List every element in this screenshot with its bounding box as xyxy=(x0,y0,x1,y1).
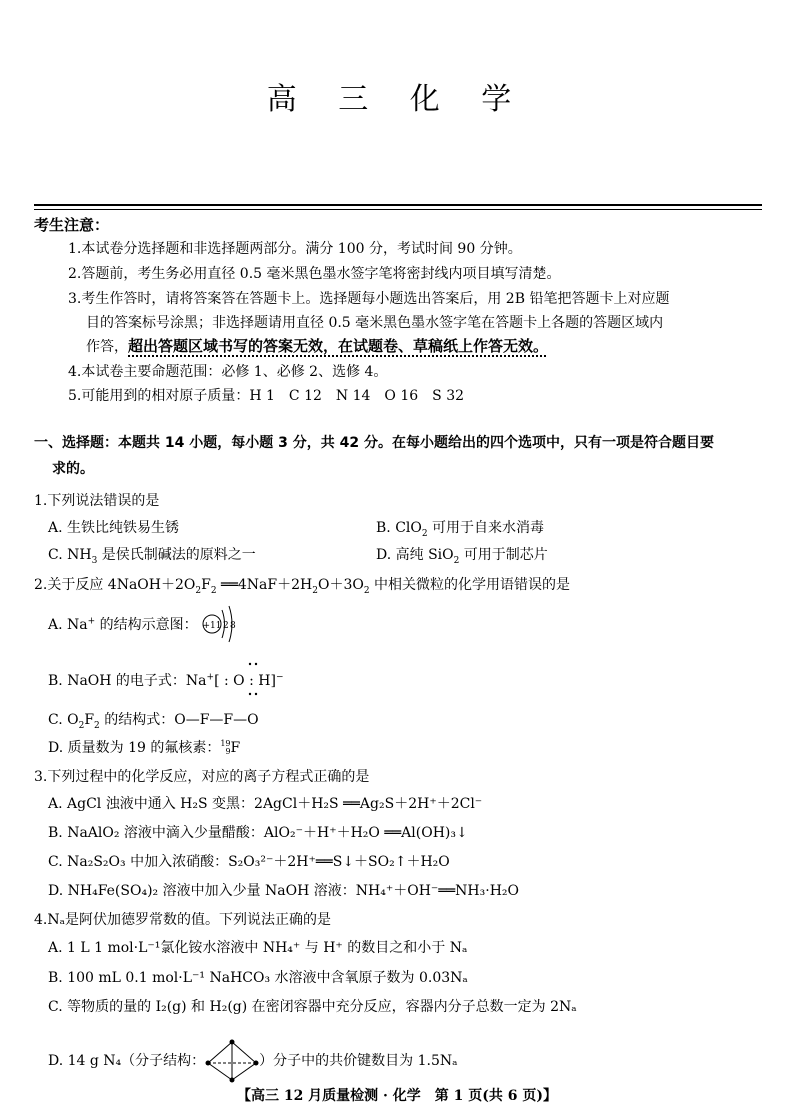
q2-a-sup: + xyxy=(87,616,96,627)
shell-1-electrons: 2 xyxy=(223,621,229,631)
q2-option-c xyxy=(48,709,259,729)
q2-option-a xyxy=(48,614,198,634)
q2-stem-mid2: ══4NaF＋2H xyxy=(216,577,313,593)
q1-b-sub: 2 xyxy=(421,528,428,539)
q2-b-sup: + xyxy=(206,672,215,683)
header-rule-thin xyxy=(34,209,762,210)
page-title: 高 三 化 学 xyxy=(266,82,528,117)
q3-stem: 3.下列过程中的化学反应，对应的离子方程式正确的是 xyxy=(34,769,370,785)
q3-option-c: C. Na₂S₂O₃ 中加入浓硝酸：S₂O₃²⁻＋2H⁺══S↓＋SO₂↑＋H₂O xyxy=(48,854,450,870)
q3-option-d: D. NH₄Fe(SO₄)₂ 溶液中加入少量 NaOH 溶液：NH₄⁺＋OH⁻══NH₃·H₂O xyxy=(48,883,519,899)
nuclide-mass: 19 xyxy=(220,739,231,748)
q1-b-post: 可用于自来水消毒 xyxy=(427,520,545,536)
q3-option-a: A. AgCl 浊液中通入 H₂S 变黑：2AgCl＋H₂S ══Ag₂S＋2H⁺＋2Cl⁻ xyxy=(48,796,483,812)
q2-stem-pre: 2.关于反应 4NaOH＋2O xyxy=(34,577,196,593)
notice-emphasis: 超出答题区域书写的答案无效，在试题卷、草稿纸上作答无效。 xyxy=(128,337,549,355)
notice-item-1: 1.本试卷分选择题和非选择题两部分。满分 100 分，考试时间 90 分钟。 xyxy=(68,241,522,257)
sodium-ion-structure-diagram xyxy=(201,602,237,646)
q4-option-c: C. 等物质的量的 I₂(g) 和 H₂(g) 在密闭容器中充分反应，容器内分子总数一定为 2Nₐ xyxy=(48,999,577,1015)
q1-d-pre: D. 高纯 SiO xyxy=(376,547,454,563)
q1-d-post: 可用于制芯片 xyxy=(459,547,548,563)
q2-stem-post: 中相关微粒的化学用语错误的是 xyxy=(369,577,571,593)
q2-b-sup2: − xyxy=(275,672,284,683)
q2-stem xyxy=(34,574,570,594)
page-footer: 【高三 12 月质量检测 · 化学 第 1 页(共 6 页)】 xyxy=(236,1088,558,1104)
q2-a-pre: A. Na xyxy=(48,617,88,633)
q2-c-sub2: 2 xyxy=(94,720,100,731)
q2-stem-sub4: 2 xyxy=(363,585,370,596)
lone-pair-dots xyxy=(245,660,261,700)
q3-option-b: B. NaAlO₂ 溶液中滴入少量醋酸：AlO₂⁻＋H⁺＋H₂O ══Al(OH)₃↓ xyxy=(48,825,468,841)
q2-stem-sub1: 2 xyxy=(195,585,202,596)
q2-stem-mid1: F xyxy=(201,577,211,593)
q2-c-post: 的结构式：O—F—F—O xyxy=(99,712,259,728)
notice-heading: 考生注意： xyxy=(34,216,110,234)
notice-item-3-end-plain: 作答， xyxy=(86,339,128,355)
q1-c-post: 是侯氏制碱法的原料之一 xyxy=(97,547,256,563)
q1-c-sub: 3 xyxy=(91,555,98,566)
q1-c-pre: C. NH xyxy=(48,547,92,563)
q2-option-d xyxy=(48,737,240,757)
q2-stem-mid3: O＋3O xyxy=(317,577,364,593)
notice-item-3-end xyxy=(86,335,548,356)
section-heading-cont: 求的。 xyxy=(52,461,94,477)
q1-b-pre: B. ClO xyxy=(376,520,422,536)
nucleus-label: +11 xyxy=(202,621,222,631)
q2-c-sub1: 2 xyxy=(78,720,85,731)
nuclide-element: F xyxy=(230,740,241,756)
notice-item-2: 2.答题前，考生务必用直径 0.5 毫米黑色墨水签字笔将密封线内项目填写清楚。 xyxy=(68,266,561,282)
notice-item-3: 3.考生作答时，请将答案答在答题卡上。选择题每小题选出答案后，用 2B 铅笔把答题卡上对应题 xyxy=(68,291,670,307)
q1-option-c xyxy=(48,544,256,564)
q4-option-a: A. 1 L 1 mol·L⁻¹氯化铵水溶液中 NH₄⁺ 与 H⁺ 的数目之和小于 Nₐ xyxy=(48,940,468,956)
q4-d-pre: D. 14 g N₄（分子结构： xyxy=(48,1053,206,1069)
q2-b-post: [ : O : H] xyxy=(214,673,276,689)
q2-a-post: 的结构示意图： xyxy=(95,617,198,633)
q4-stem: 4.Nₐ是阿伏加德罗常数的值。下列说法正确的是 xyxy=(34,912,332,928)
q1-option-a: A. 生铁比纯铁易生锈 xyxy=(48,520,180,536)
shell-2-electrons: 8 xyxy=(230,621,236,631)
nuclide-indices xyxy=(220,740,230,756)
q4-option-b: B. 100 mL 0.1 mol·L⁻¹ NaHCO₃ 水溶液中含氧原子数为 0.03Nₐ xyxy=(48,970,468,986)
q1-option-b xyxy=(376,517,544,537)
q1-option-d xyxy=(376,544,548,564)
q2-c-mid: F xyxy=(84,712,95,728)
q2-d-pre: D. 质量数为 19 的氟核素： xyxy=(48,740,221,756)
q4-d-post: ）分子中的共价键数目为 1.5Nₐ xyxy=(259,1053,458,1069)
q1-d-sub: 2 xyxy=(453,555,460,566)
q2-stem-sub3: 2 xyxy=(312,585,318,596)
header-rule-thick xyxy=(34,204,762,206)
q2-c-pre: C. O xyxy=(48,712,79,728)
notice-item-5: 5.可能用到的相对原子质量：H 1 C 12 N 14 O 16 S 32 xyxy=(68,388,465,404)
section-heading: 一、选择题：本题共 14 小题，每小题 3 分，共 42 分。在每小题给出的四个选项中，只有一项是符合题目要 xyxy=(34,435,714,451)
notice-item-4: 4.本试卷主要命题范围：必修 1、必修 2、选修 4。 xyxy=(68,364,388,380)
n4-tetrahedron-icon xyxy=(205,1039,259,1083)
q2-stem-sub2: 2 xyxy=(210,585,217,596)
notice-item-3-cont: 目的答案标号涂黑；非选择题请用直径 0.5 毫米黑色墨水签字笔在答题卡上各题的答题区域内 xyxy=(86,315,664,331)
q4-option-d xyxy=(48,1039,458,1083)
nuclide-z: 9 xyxy=(225,747,231,756)
q1-stem: 1.下列说法错误的是 xyxy=(34,493,160,509)
q2-b-pre: B. NaOH 的电子式：Na xyxy=(48,673,207,689)
